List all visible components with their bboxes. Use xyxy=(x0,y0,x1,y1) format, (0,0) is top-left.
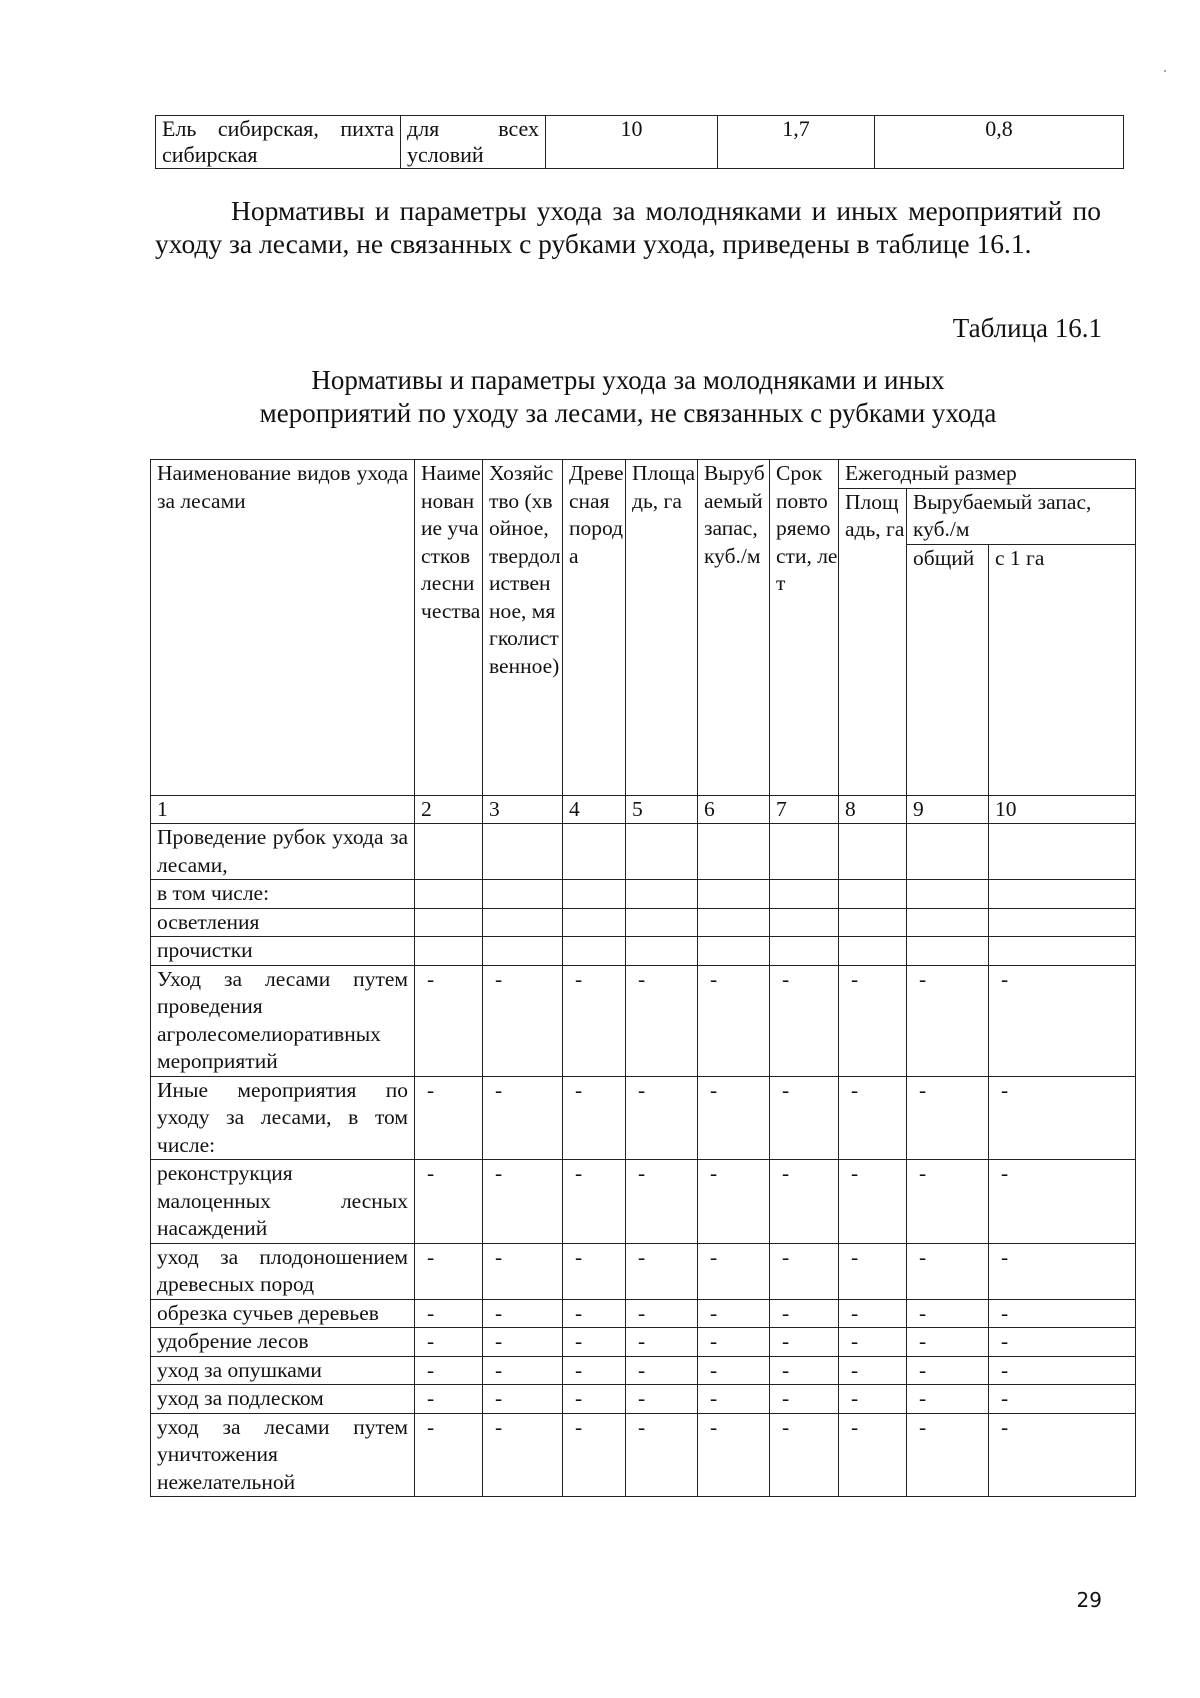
row-value-cell: - xyxy=(563,1299,626,1328)
row-value-cell: - xyxy=(989,1076,1136,1160)
header-cell: Наименование участков лесничества xyxy=(415,460,483,796)
row-value-cell: - xyxy=(989,1160,1136,1244)
row-value-cell: - xyxy=(483,965,563,1076)
row-value-cell xyxy=(626,908,698,937)
row-value-cell: - xyxy=(989,1328,1136,1357)
row-value-cell xyxy=(770,908,839,937)
body-paragraph: Нормативы и параметры ухода за молодняками и иных мероприятий по уходу за лесами, не связанных с рубками ухода, приведены в таблице 16.1. xyxy=(155,195,1101,259)
row-value-cell: - xyxy=(907,1076,989,1160)
row-value-cell: - xyxy=(626,965,698,1076)
header-cell: Площадь, га xyxy=(839,488,907,795)
row-value-cell: - xyxy=(626,1328,698,1357)
column-number-cell: 10 xyxy=(989,795,1136,824)
column-number-cell: 5 xyxy=(626,795,698,824)
row-value-cell: - xyxy=(698,1356,770,1385)
header-row xyxy=(151,460,1136,489)
row-value-cell xyxy=(770,824,839,880)
value-cell: 1,7 xyxy=(718,116,875,169)
row-value-cell: - xyxy=(839,1243,907,1299)
row-value-cell: - xyxy=(839,1385,907,1414)
row-value-cell: - xyxy=(626,1160,698,1244)
column-number-cell: 8 xyxy=(839,795,907,824)
table-row xyxy=(151,880,1136,909)
column-number-cell: 9 xyxy=(907,795,989,824)
previous-table-fragment xyxy=(155,115,1124,169)
row-value-cell: - xyxy=(483,1356,563,1385)
table-row xyxy=(151,1328,1136,1357)
row-value-cell xyxy=(989,908,1136,937)
row-value-cell xyxy=(839,908,907,937)
row-value-cell: - xyxy=(907,965,989,1076)
row-value-cell: - xyxy=(415,1385,483,1414)
row-name-cell: уход за лесами путем уничтожения нежелательной xyxy=(151,1413,415,1497)
row-value-cell: - xyxy=(839,1328,907,1357)
table-row xyxy=(151,1076,1136,1160)
row-value-cell: - xyxy=(415,1356,483,1385)
row-name-cell: Уход за лесами путем проведения агролесомелиоративных мероприятий xyxy=(151,965,415,1076)
row-value-cell: - xyxy=(989,1385,1136,1414)
column-number-cell: 7 xyxy=(770,795,839,824)
row-value-cell: - xyxy=(839,1413,907,1497)
row-value-cell xyxy=(698,908,770,937)
value-cell: 0,8 xyxy=(875,116,1124,169)
column-number-cell: 3 xyxy=(483,795,563,824)
row-value-cell: - xyxy=(698,1413,770,1497)
column-number-cell: 1 xyxy=(151,795,415,824)
table-row xyxy=(156,116,1124,169)
table-row xyxy=(151,965,1136,1076)
row-value-cell xyxy=(483,880,563,909)
row-value-cell xyxy=(907,937,989,966)
row-value-cell: - xyxy=(626,1076,698,1160)
row-value-cell xyxy=(483,937,563,966)
table-row xyxy=(151,1413,1136,1497)
row-value-cell: - xyxy=(626,1385,698,1414)
row-value-cell xyxy=(839,824,907,880)
row-value-cell xyxy=(907,908,989,937)
row-value-cell: - xyxy=(989,965,1136,1076)
row-value-cell: - xyxy=(907,1356,989,1385)
row-name-cell: в том числе: xyxy=(151,880,415,909)
row-value-cell xyxy=(563,824,626,880)
row-value-cell: - xyxy=(483,1160,563,1244)
row-value-cell: - xyxy=(483,1243,563,1299)
row-value-cell xyxy=(563,880,626,909)
row-value-cell xyxy=(563,908,626,937)
row-value-cell xyxy=(989,824,1136,880)
row-value-cell: - xyxy=(770,1076,839,1160)
page-number: 29 xyxy=(1076,1588,1102,1612)
row-value-cell: - xyxy=(626,1299,698,1328)
norms-table xyxy=(150,459,1136,1497)
row-value-cell: - xyxy=(563,1160,626,1244)
table-caption: Таблица 16.1 xyxy=(952,313,1102,343)
row-value-cell: - xyxy=(563,1076,626,1160)
row-value-cell xyxy=(839,937,907,966)
row-value-cell: - xyxy=(698,1328,770,1357)
row-value-cell: - xyxy=(989,1243,1136,1299)
row-value-cell: - xyxy=(770,1385,839,1414)
row-value-cell: - xyxy=(907,1299,989,1328)
row-value-cell: - xyxy=(626,1243,698,1299)
row-value-cell: - xyxy=(415,1076,483,1160)
row-value-cell xyxy=(698,824,770,880)
table-title-line: Нормативы и параметры ухода за молодняками и иных xyxy=(311,365,945,395)
row-value-cell: - xyxy=(839,1356,907,1385)
row-value-cell: - xyxy=(483,1413,563,1497)
column-number-cell: 4 xyxy=(563,795,626,824)
row-value-cell: - xyxy=(415,1160,483,1244)
row-value-cell xyxy=(907,824,989,880)
table-row xyxy=(151,824,1136,880)
header-cell: Площадь, га xyxy=(626,460,698,796)
row-value-cell: - xyxy=(770,965,839,1076)
table-row xyxy=(151,1356,1136,1385)
row-value-cell xyxy=(770,880,839,909)
row-value-cell xyxy=(770,937,839,966)
row-value-cell: - xyxy=(839,1299,907,1328)
row-value-cell: - xyxy=(415,1299,483,1328)
table-row xyxy=(151,1299,1136,1328)
table-row xyxy=(151,908,1136,937)
header-cell: Вырубаемый запас, куб./м xyxy=(907,488,1136,544)
row-value-cell: - xyxy=(770,1160,839,1244)
row-value-cell xyxy=(483,824,563,880)
row-value-cell: - xyxy=(483,1328,563,1357)
row-value-cell: - xyxy=(907,1413,989,1497)
row-value-cell: - xyxy=(563,1385,626,1414)
row-value-cell xyxy=(698,937,770,966)
row-value-cell: - xyxy=(770,1328,839,1357)
row-name-cell: прочистки xyxy=(151,937,415,966)
row-value-cell: - xyxy=(770,1356,839,1385)
row-value-cell xyxy=(563,937,626,966)
row-value-cell xyxy=(483,908,563,937)
row-value-cell: - xyxy=(698,1076,770,1160)
header-cell: Наименование видов ухода за лесами xyxy=(151,460,415,796)
row-value-cell: - xyxy=(415,1243,483,1299)
row-value-cell: - xyxy=(698,1243,770,1299)
header-cell: с 1 га xyxy=(989,544,1136,795)
row-value-cell: - xyxy=(698,965,770,1076)
row-value-cell xyxy=(698,880,770,909)
row-value-cell: - xyxy=(563,965,626,1076)
row-value-cell: - xyxy=(839,1160,907,1244)
row-value-cell: - xyxy=(907,1328,989,1357)
table-row xyxy=(151,1160,1136,1244)
header-cell: общий xyxy=(907,544,989,795)
row-value-cell: - xyxy=(770,1299,839,1328)
row-value-cell: - xyxy=(989,1299,1136,1328)
row-value-cell: - xyxy=(770,1413,839,1497)
table-row xyxy=(151,1385,1136,1414)
row-value-cell: - xyxy=(839,1076,907,1160)
column-number-cell: 2 xyxy=(415,795,483,824)
row-value-cell: - xyxy=(563,1413,626,1497)
row-value-cell: - xyxy=(770,1243,839,1299)
row-value-cell xyxy=(626,937,698,966)
row-name-cell: обрезка сучьев деревьев xyxy=(151,1299,415,1328)
conditions-cell: для всех условий xyxy=(401,116,546,169)
column-number-cell: 6 xyxy=(698,795,770,824)
row-value-cell: - xyxy=(698,1385,770,1414)
header-cell: Вырубаемый запас, куб./м xyxy=(698,460,770,796)
row-value-cell: - xyxy=(907,1160,989,1244)
row-value-cell: - xyxy=(483,1299,563,1328)
row-value-cell: - xyxy=(415,965,483,1076)
row-value-cell: - xyxy=(989,1413,1136,1497)
row-value-cell: - xyxy=(907,1385,989,1414)
row-value-cell xyxy=(626,880,698,909)
row-value-cell xyxy=(626,824,698,880)
row-value-cell: - xyxy=(415,1328,483,1357)
row-name-cell: Иные мероприятия по уходу за лесами, в том числе: xyxy=(151,1076,415,1160)
row-value-cell: - xyxy=(483,1385,563,1414)
table-row xyxy=(151,937,1136,966)
row-value-cell xyxy=(415,824,483,880)
row-value-cell: - xyxy=(563,1328,626,1357)
row-value-cell: - xyxy=(563,1243,626,1299)
table-title-line: мероприятий по уходу за лесами, не связанных с рубками ухода xyxy=(259,398,997,428)
row-value-cell: - xyxy=(989,1356,1136,1385)
row-value-cell: - xyxy=(626,1413,698,1497)
row-name-cell: удобрение лесов xyxy=(151,1328,415,1357)
row-value-cell: - xyxy=(563,1356,626,1385)
row-name-cell: уход за плодоношением древесных пород xyxy=(151,1243,415,1299)
row-name-cell: реконструкция малоценных лесных насаждений xyxy=(151,1160,415,1244)
row-value-cell: - xyxy=(698,1299,770,1328)
scan-speck xyxy=(1164,70,1166,72)
row-value-cell: - xyxy=(626,1356,698,1385)
table-row xyxy=(151,1243,1136,1299)
column-number-row xyxy=(151,795,1136,824)
row-name-cell: Проведение рубок ухода за лесами, xyxy=(151,824,415,880)
row-value-cell xyxy=(989,937,1136,966)
row-value-cell: - xyxy=(415,1413,483,1497)
row-value-cell: - xyxy=(483,1076,563,1160)
table-title xyxy=(155,364,1101,430)
header-cell: Хозяйство (хвойное, твердолиственное, мягколиственное) xyxy=(483,460,563,796)
row-value-cell: - xyxy=(839,965,907,1076)
row-value-cell: - xyxy=(907,1243,989,1299)
row-name-cell: осветления xyxy=(151,908,415,937)
row-name-cell: уход за подлеском xyxy=(151,1385,415,1414)
row-value-cell xyxy=(907,880,989,909)
row-value-cell xyxy=(989,880,1136,909)
species-cell: Ель сибирская, пихта сибирская xyxy=(156,116,401,169)
header-cell: Древесная порода xyxy=(563,460,626,796)
row-name-cell: уход за опушками xyxy=(151,1356,415,1385)
row-value-cell: - xyxy=(698,1160,770,1244)
row-value-cell xyxy=(415,880,483,909)
header-cell: Срок повторяемости, лет xyxy=(770,460,839,796)
row-value-cell xyxy=(415,937,483,966)
value-cell: 10 xyxy=(546,116,718,169)
row-value-cell xyxy=(415,908,483,937)
row-value-cell xyxy=(839,880,907,909)
header-cell: Ежегодный размер xyxy=(839,460,1136,489)
